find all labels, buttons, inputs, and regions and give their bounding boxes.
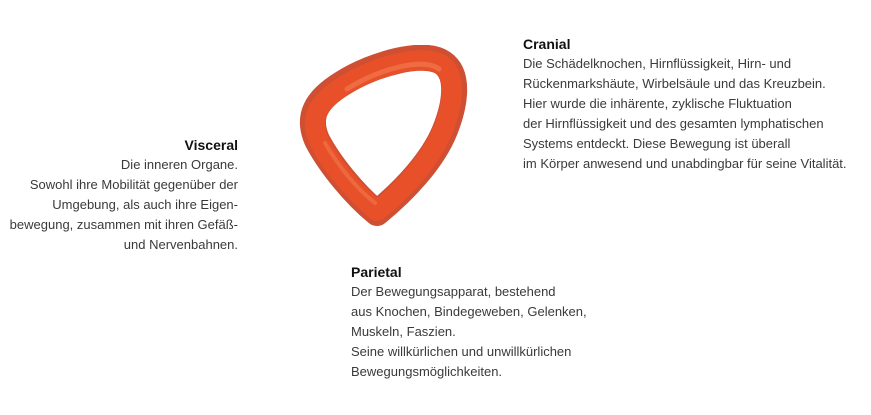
cranial-line: der Hirnflüssigkeit und des gesamten lymphatischen — [523, 116, 824, 131]
visceral-block — [0, 135, 238, 255]
parietal-block — [351, 262, 587, 382]
visceral-line: bewegung, zusammen mit ihren Gefäß- — [9, 217, 238, 232]
parietal-line: Muskeln, Faszien. — [351, 324, 456, 339]
visceral-line: Die inneren Organe. — [120, 157, 238, 172]
visceral-line: Umgebung, als auch ihre Eigen- — [52, 197, 238, 212]
cranial-line: Hier wurde die inhärente, zyklische Fluktuation — [523, 96, 792, 111]
parietal-title: Parietal — [351, 264, 402, 280]
parietal-line: Bewegungsmöglichkeiten. — [351, 364, 503, 379]
parietal-line: aus Knochen, Bindegeweben, Gelenken, — [351, 304, 587, 319]
cranial-line: Systems entdeckt. Diese Bewegung ist überall — [523, 136, 791, 151]
visceral-line: und Nervenbahnen. — [123, 237, 238, 252]
parietal-line: Seine willkürlichen und unwillkürlichen — [351, 344, 572, 359]
visceral-title: Visceral — [184, 137, 238, 153]
cranial-line: im Körper anwesend und unabdingbar für seine Vitalität. — [523, 156, 847, 171]
cranial-line: Die Schädelknochen, Hirnflüssigkeit, Hirn- und — [523, 56, 792, 71]
parietal-line: Der Bewegungsapparat, bestehend — [351, 284, 556, 299]
visceral-line: Sowohl ihre Mobilität gegenüber der — [29, 177, 238, 192]
orange-brush-loop-icon — [295, 45, 475, 230]
cranial-title: Cranial — [523, 36, 571, 52]
cranial-block — [523, 34, 847, 174]
cranial-line: Rückenmarkshäute, Wirbelsäule und das Kreuzbein. — [523, 76, 826, 91]
